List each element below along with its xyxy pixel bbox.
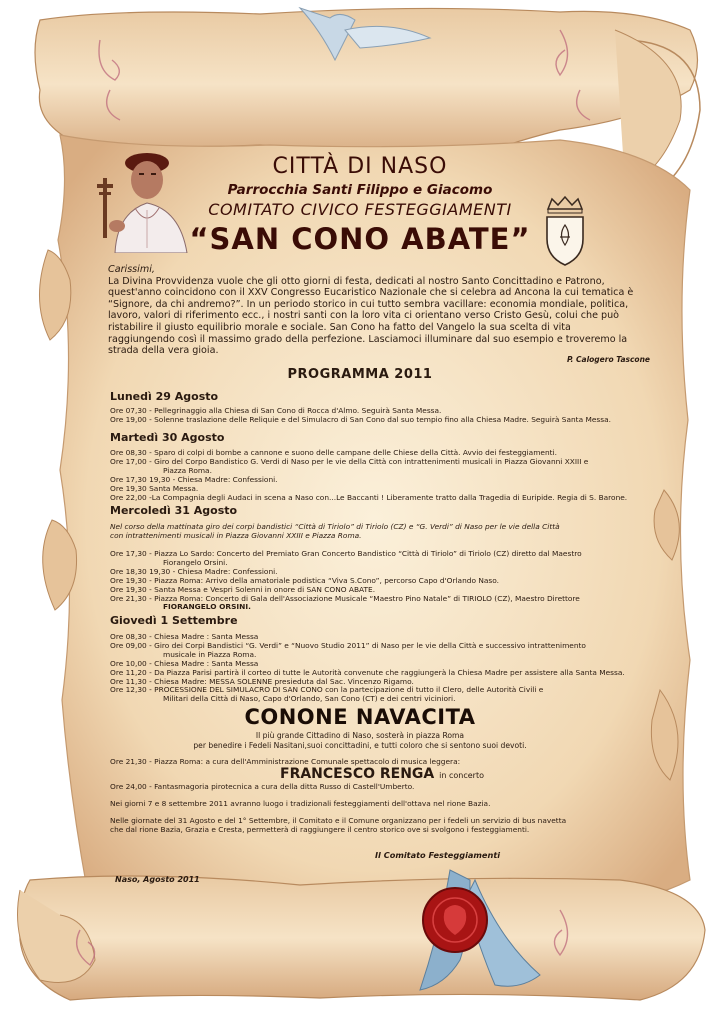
day-events	[110, 449, 680, 502]
saint-title: “SAN CONO ABATE”	[189, 222, 531, 256]
event-line: Ore 09,00 - Giro dei Corpi Bandistici “G. Verdi” e “Nuovo Studio 2011” di Naso per le vie della Città e successivo intrattenimento	[110, 640, 586, 650]
letter-line: ristabilire il giusto equilibrio morale e sociale. San Cono ha fatto del Vangelo la sua scelta di vita	[108, 321, 571, 333]
day-title: Mercoledì 31 Agosto	[110, 504, 238, 517]
event-line: Militari della Città di Naso, Capo d'Orlando, San Cono (CT) e dei centri viciniori.	[163, 694, 456, 704]
event-line: Ore 19,30 - Santa Messa e Vespri Solenni in onore di SAN CONO ABATE.	[110, 584, 376, 594]
event-line: musicale in Piazza Roma.	[163, 649, 257, 659]
day-title: Giovedì 1 Settembre	[110, 614, 238, 627]
letter-signature: P. Calogero Tascone	[566, 355, 650, 364]
place-date: Naso, Agosto 2011	[115, 875, 200, 884]
event-line: Ore 21,30 - Piazza Roma: Concerto di Gala dell'Associazione Musicale “Maestro Pino Natale” di TIRIOLO (CZ), Maestro Direttore	[110, 593, 580, 603]
letter-greeting: Carissimi,	[108, 264, 155, 275]
conone-line: per benedire i Fedeli Nasitani,suoi concittadini, e tutti coloro che si sentono suoi devoti.	[193, 741, 527, 750]
letter-line: lavoro, valori di riferimento ecc., i nostri santi con la loro vita ci orientano verso Cristo Gesù, colui che può	[108, 310, 620, 322]
conone-line: Il più grande Cittadino di Naso, sosterà in piazza Roma	[255, 731, 465, 740]
event-line: Ore 11,30 - Chiesa Madre: MESSA SOLENNE presieduta dal Sac. Vincenzo Rigamo.	[110, 676, 414, 686]
event-line: Piazza Roma.	[163, 465, 212, 475]
day-events	[110, 550, 680, 612]
event-line: Ore 19,30 - Piazza Roma: Arrivo della amatoriale podistica “Viva S.Cono”, percorso Capo d'Orlando Naso.	[110, 575, 499, 585]
conone-title: CONONE NAVACITA	[244, 705, 476, 729]
event-line: Ore 08,30 - Chiesa Madre : Santa Messa	[110, 632, 259, 641]
letter-line: strada della vera gioia.	[108, 345, 219, 357]
artist-name	[280, 766, 484, 782]
event-line: Ore 19,30 Santa Messa.	[110, 483, 199, 493]
letter-text	[108, 264, 668, 357]
day-intro	[110, 523, 680, 541]
day-title: Martedì 30 Agosto	[110, 431, 225, 444]
evening-line: Ore 21,30 - Piazza Roma: a cura dell'Amministrazione Comunale spettacolo di musica leggera:	[110, 757, 461, 766]
note-line: che dal rione Bazia, Grazia e Cresta, permetterà di raggiungere il centro storico ove si svolgono i festeggiamenti.	[110, 824, 530, 834]
day-events	[110, 407, 680, 425]
letter-line: raggiungendo così il massimo grado della perfezione. Lasciamoci illuminare dal suo esempio e troveremo la	[108, 333, 628, 345]
evening-line: Ore 24,00 - Fantasmagoria pirotecnica a cura della ditta Russo di Castell'Umberto.	[110, 782, 415, 791]
committee-title: COMITATO CIVICO FESTEGGIAMENTI	[208, 200, 512, 219]
event-line: Ore 17,00 - Giro del Corpo Bandistico G. Verdi di Naso per le vie della Città con intrattenimenti musicali in Piazza Giovanni XXIII e	[110, 456, 589, 466]
event-line: Ore 19,00 - Solenne traslazione delle Reliquie e del Simulacro di San Cono dal suo tempio fino alla Chiesa Madre. Seguirà Santa Messa.	[110, 414, 611, 424]
parish-title: Parrocchia Santi Filippo e Giacomo	[227, 182, 493, 198]
artist-label: FRANCESCO RENGA	[280, 766, 435, 782]
note-line: Nei giorni 7 e 8 settembre 2011 avranno luogo i tradizionali festeggiamenti dell'ottava nel rione Bazia.	[110, 799, 491, 808]
letter-line: La Divina Provvidenza vuole che gli otto giorni di festa, dedicati al nostro Santo Concittadino e Patrono,	[108, 275, 605, 287]
letter-line: quest'anno coincidono con il XXV Congresso Eucaristico Nazionale che si celebra ad Ancona la cui tematica è	[108, 287, 634, 299]
intro-line: Nel corso della mattinata giro dei corpi bandistici “Città di Tiriolo” di Tiriolo (CZ) e “G. Verdi” di Naso per le vie della Città	[110, 522, 560, 531]
artist-suffix: in concerto	[439, 771, 484, 780]
note-line: Nelle giornate del 31 Agosto e del 1° Settembre, il Comitato e il Comune organizzano per i fedeli un servizio di bus navetta	[110, 816, 567, 825]
event-line: Ore 12,30 - PROCESSIONE DEL SIMULACRO DI SAN CONO con la partecipazione di tutto il Clero, delle Autorità Civili e	[110, 685, 544, 695]
program-title: PROGRAMMA 2011	[287, 367, 433, 382]
city-title: CITTÀ DI NASO	[272, 154, 448, 179]
event-line: Ore 10,00 - Chiesa Madre : Santa Messa	[110, 658, 259, 668]
event-line: Ore 18,30 19,30 - Chiesa Madre: Confessioni.	[110, 566, 278, 576]
event-line: FIORANGELO ORSINI.	[163, 602, 251, 612]
event-line: Ore 11,20 - Da Piazza Parisi partirà il corteo di tutte le Autorità convenute che raggiungerà la Chiesa Madre per assistere alla Santa Messa.	[110, 667, 625, 677]
committee-signature: Il Comitato Festeggiamenti	[375, 850, 501, 860]
intro-line: con intrattenimenti musicali in Piazza Giovanni XXIII e Piazza Roma.	[110, 530, 362, 540]
event-line: Ore 22,00 -La Compagnia degli Audaci in scena a Naso con...Le Baccanti ! Liberamente tratto dalla Tragedia di Euripide. Regia di S. Barone.	[110, 492, 628, 502]
day-title: Lunedì 29 Agosto	[110, 390, 219, 403]
event-line: Fiorangelo Orsini.	[163, 557, 228, 567]
event-line: Ore 17,30 19,30 - Chiesa Madre: Confessioni.	[110, 474, 278, 484]
day-events	[110, 633, 680, 704]
event-line: Ore 17,30 - Piazza Lo Sardo: Concerto del Premiato Gran Concerto Bandistico “Città di Tiriolo” di Tiriolo (CZ) diretto dal Maestro	[110, 549, 582, 558]
shuttle-notes	[110, 817, 680, 835]
event-line: Ore 07,30 - Pellegrinaggio alla Chiesa di San Cono di Rocca d'Almo. Seguirà Santa Messa.	[110, 406, 442, 415]
event-line: Ore 08,30 - Sparo di colpi di bombe a cannone e suono delle campane delle Chiese della Città. Avvio dei festeggiamenti.	[110, 448, 557, 457]
letter-line: “Signore, da chi andremo?”. In un periodo storico in cui tutto sembra vacillare: economia mondiale, politica,	[108, 298, 629, 310]
